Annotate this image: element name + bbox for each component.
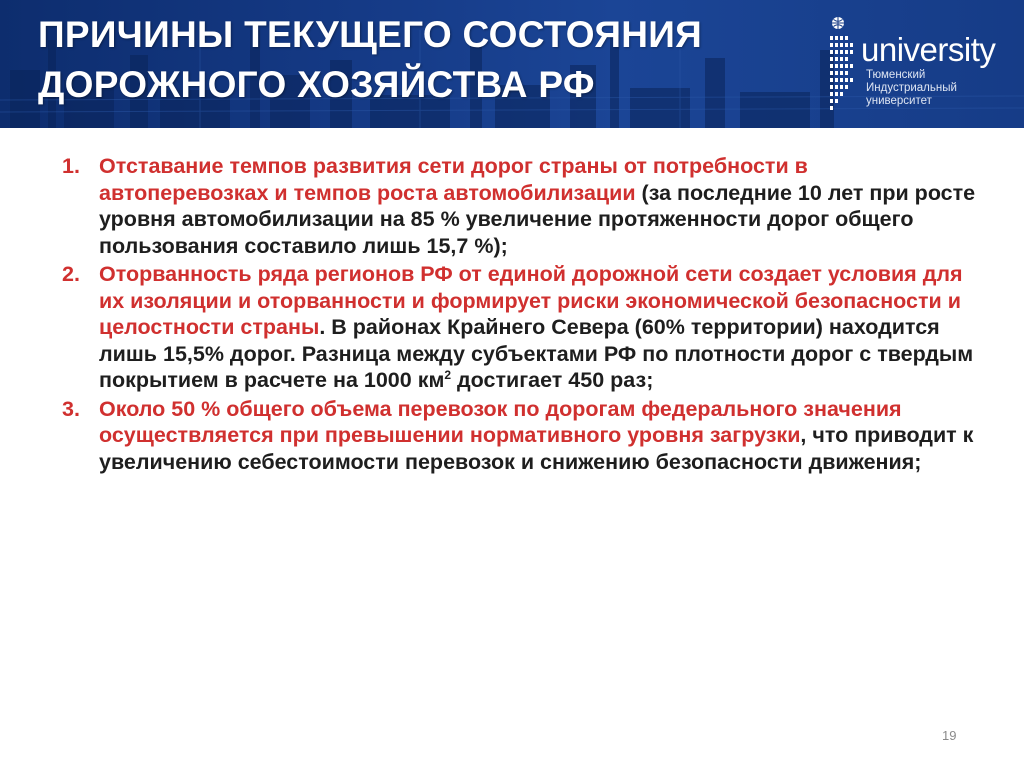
university-logo-mark-icon (826, 14, 860, 114)
list-item-number: 2. (62, 262, 80, 286)
list-item-number: 3. (62, 396, 80, 421)
page-number: 19 (942, 728, 957, 743)
logo-subtitle (866, 69, 957, 108)
list-item-highlight: Оторванность ряда регионов РФ от единой дорожной сети создает условия для их изоляции и оторванности и формирует риски экономической безопасности и целостности страны (99, 262, 963, 339)
university-logo (826, 14, 1016, 118)
list-item (62, 153, 982, 259)
title-line-1: ПРИЧИНЫ ТЕКУЩЕГО СОСТОЯНИЯ (38, 14, 703, 55)
list-item-highlight: Отставание темпов развития сети дорог страны от потребности в автоперевозках и темпов роста автомобилизации (99, 154, 808, 205)
list-item-text: . В районах Крайнего Севера (60% территории) находится лишь 15,5% дорог. Разница между субъектами РФ по плотности дорог с твердым покрытием в расчете на 1000 км (99, 315, 974, 392)
list-item (62, 396, 982, 476)
logo-wordmark: university (861, 31, 996, 68)
list-item-number: 1. (62, 154, 80, 178)
numbered-list (62, 153, 982, 477)
logo-sub-line-2: Индустриальный (866, 82, 957, 94)
list-item (62, 261, 982, 394)
list-item-text: , что приводит к увеличению себестоимости перевозок и снижению безопасности движения; (99, 423, 974, 474)
list-item-text: (за последние 10 лет при росте уровня автомобилизации на 85 % увеличение протяженности дорог общего пользования составило лишь 15,7 %); (99, 180, 976, 258)
logo-sub-line-3: университет (866, 95, 932, 107)
title-line-2: ДОРОЖНОГО ХОЗЯЙСТВА РФ (38, 64, 595, 105)
list-item-text-end: достигает 450 раз; (451, 368, 654, 392)
list-item-highlight: Около 50 % общего объема перевозок по дорогам федерального значения осуществляется при превышении нормативного уровня загрузки (99, 396, 902, 447)
superscript: 2 (444, 368, 452, 382)
slide-title (38, 10, 798, 110)
header-banner (0, 0, 1024, 128)
logo-sub-line-1: Тюменский (866, 69, 926, 81)
